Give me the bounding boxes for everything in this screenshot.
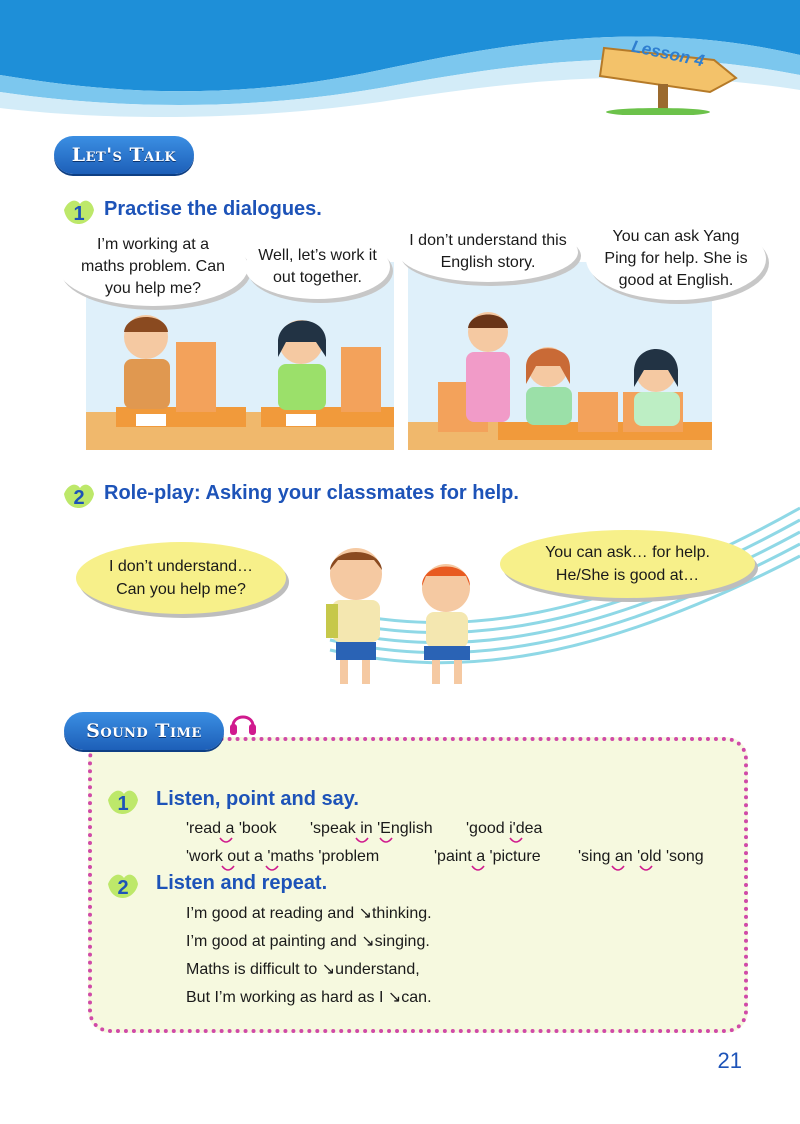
yellow-bubble-suggest-helper: You can ask… for help. He/She is good at… bbox=[500, 530, 755, 598]
sound-time-heading: Sound Time bbox=[64, 712, 224, 750]
sound-number-two-icon bbox=[106, 870, 140, 900]
poem-line-3: Maths is difficult to ↘understand, bbox=[186, 961, 420, 978]
children-illustration bbox=[318, 546, 498, 692]
poem-line-2: I’m good at painting and ↘singing. bbox=[186, 933, 430, 950]
poem-line-4: But I’m working as hard as I ↘can. bbox=[186, 989, 432, 1006]
poem-line-1: I’m good at reading and ↘thinking. bbox=[186, 905, 432, 922]
phrase-sing-an-old-song: 'sing an 'old 'song bbox=[578, 848, 704, 865]
yellow-bubble-ask-help: I don’t understand… Can you help me? bbox=[76, 542, 286, 614]
headphones-icon bbox=[228, 708, 258, 738]
number-one-icon bbox=[62, 196, 96, 226]
phrase-work-out-maths-problem: 'work out a 'maths 'problem bbox=[186, 848, 380, 865]
lets-talk-heading: Let's Talk bbox=[54, 136, 194, 174]
speech-bubble-girl-work-out: Well, let’s work it out together. bbox=[245, 235, 390, 299]
phrase-good-idea: 'good i'dea bbox=[466, 820, 543, 837]
phrase-speak-in-english: 'speak in 'English bbox=[310, 820, 433, 837]
sound-number-one-icon bbox=[106, 786, 140, 816]
sound-number-two-text: 2 bbox=[117, 877, 129, 899]
task-practise-dialogues: Practise the dialogues. bbox=[104, 198, 322, 220]
sound-number-one-text: 1 bbox=[117, 793, 129, 815]
page-number: 21 bbox=[717, 1048, 742, 1073]
speech-bubble-boy-maths: I’m working at a maths problem. Can you help me? bbox=[58, 228, 248, 306]
number-two-text: 2 bbox=[73, 487, 85, 509]
speech-bubble-boy-english-story: I don’t understand this English story. bbox=[398, 222, 578, 282]
task-role-play: Role-play: Asking your classmates for help. bbox=[104, 482, 519, 504]
task-listen-repeat: Listen and repeat. bbox=[156, 872, 328, 894]
speech-bubble-girl-ask-yang-ping: You can ask Yang Ping for help. She is good at English. bbox=[586, 218, 766, 300]
lesson-label: Lesson 4 bbox=[629, 36, 706, 71]
phrase-read-a-book: 'read a 'book bbox=[186, 820, 277, 837]
task-listen-point-say: Listen, point and say. bbox=[156, 788, 359, 810]
liaison-marks bbox=[180, 836, 740, 876]
number-one-text: 1 bbox=[73, 203, 85, 225]
phrase-paint-a-picture: 'paint a 'picture bbox=[434, 848, 541, 865]
